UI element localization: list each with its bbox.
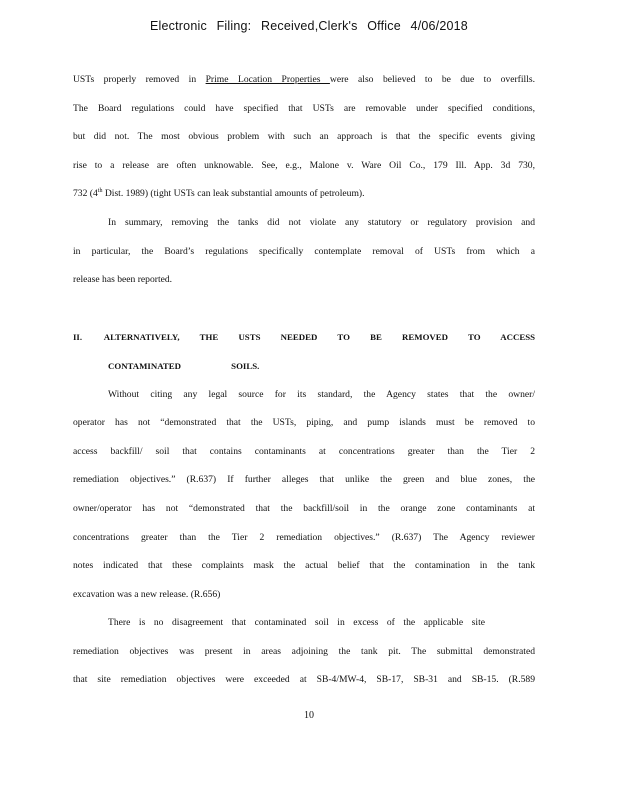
paragraph-line: owner/operator has not “demonstrated that the backfill/soil in the orange zone contaminants at [73,502,535,514]
paragraph-line: release has been reported. [73,274,173,286]
paragraph-line: Without citing any legal source for its standard, the Agency states that the owner/ [108,388,535,400]
section-heading-continued [73,352,535,381]
section-heading [73,323,535,352]
document-body [73,66,535,695]
paragraph-line [73,66,535,95]
paragraph-line: remediation objectives was present in areas adjoining the tank pit. The submittal demonstrated [73,645,535,657]
text-run: USTs properly removed in [73,74,206,85]
section-number: II. [73,332,83,343]
text-run: 732 (4 [73,188,98,200]
paragraph-line: in particular, the Board’s regulations specifically contemplate removal of USTs from which a [73,245,535,257]
paragraph-line: There is no disagreement that contaminated soil in excess of the applicable site [108,617,485,629]
spacer [73,295,535,324]
text-run: Dist. 1989) (tight USTs can leak substantial amounts of petroleum). [102,188,365,200]
text-run: were also believed to be due to overfills. [329,74,535,85]
paragraph-line: rise to a release are often unknowable. See, e.g., Malone v. Ware Oil Co., 179 Ill. App. 3d 730, [73,159,535,171]
paragraph-line: operator has not “demonstrated that the USTs, piping, and pump islands must be removed to [73,417,535,429]
paragraph-line: excavation was a new release. (R.656) [73,588,221,600]
paragraph-line: remediation objectives.” (R.637) If further alleges that unlike the green and blue zones, the [73,474,535,486]
section-title-line2: CONTAMINATED SOILS. [108,360,260,371]
case-citation-underlined: Prime Location Properties [205,74,330,85]
paragraph-line: notes indicated that these complaints mask the actual belief that the contamination in the tank [73,560,535,572]
page-number: 10 [304,710,314,721]
paragraph-line: but did not. The most obvious problem with such an approach is that the specific events giving [73,131,535,143]
paragraph-line: concentrations greater than the Tier 2 remediation objectives.” (R.637) The Agency reviewer [73,531,535,543]
filing-header: Electronic Filing: Received,Clerk's Office 4/06/2018 [150,19,468,33]
ordinal-superscript: th [97,188,103,195]
paragraph-line: The Board regulations could have specified that USTs are removable under specified conditions, [73,102,535,114]
paragraph-line: that site remediation objectives were exceeded at SB-4/MW-4, SB-17, SB-31 and SB-15. (R.589 [73,674,535,686]
paragraph-line: In summary, removing the tanks did not violate any statutory or regulatory provision and [108,216,535,228]
paragraph-line [73,180,535,209]
paragraph-line: access backfill/ soil that contains contaminants at concentrations greater than the Tier 2 [73,445,535,457]
section-title-line1: ALTERNATIVELY, THE USTS NEEDED TO BE REMOVED TO ACCESS [103,332,535,343]
